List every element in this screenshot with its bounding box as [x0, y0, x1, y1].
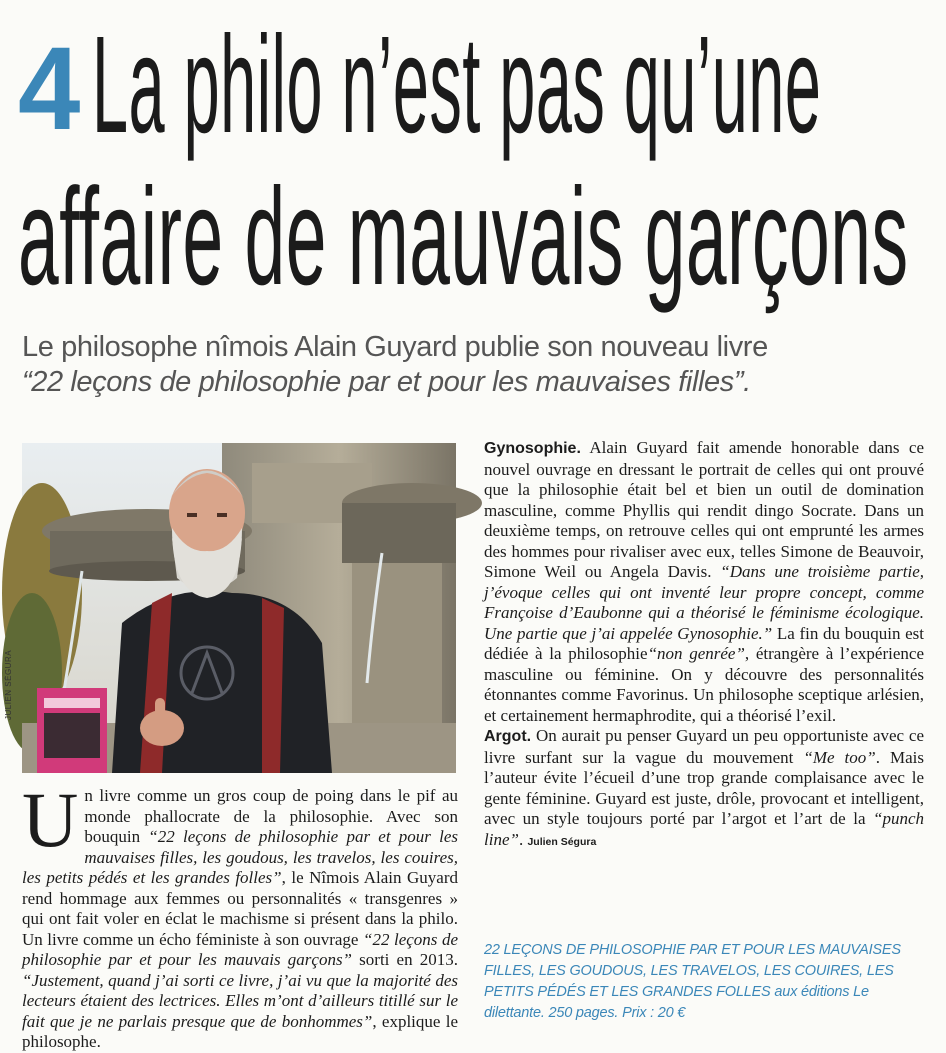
gynosophie-text-1: Alain Guyard fait amende honorable dans ce nouvel ouvrage en dressant le portrait de celles qui ont prouvé que la philosophie était bel et bien un outil de domination masculine, comme Phyllis qui rendit dingo Socrate. Dans un deuxième temps, on retrouve celles qui ont emprunté les armes des hommes pour rivaliser avec eux, telles Simone de Beauvoir, Simone Weil ou Angela Davis. — [484, 438, 924, 581]
article-signature: Julien Ségura — [527, 835, 597, 848]
intro-text-1: n livre comme un gros coup de poing dans le pif au monde phallocrate de la philosophie. Avec son bouquin — [84, 786, 458, 846]
intro-quote-2: “22 leçons de philosophie par et pour les mauvais garçons” — [22, 929, 458, 969]
intro-text-2: , le Nîmois Alain Guyard rend hommage aux femmes ou personnalités « transgenres » qui ont fait voler en éclat le machisme si présent dans la philo. Un livre comme un écho féministe à son ouvrage — [22, 868, 458, 949]
argot-lead: Argot. — [484, 728, 532, 745]
headline-line-1 — [18, 8, 938, 162]
argot-quote-1: “Me too” — [803, 747, 876, 767]
argot-paragraph — [484, 726, 924, 852]
infobox-details: aux éditions Le dilettante. 250 pages. Prix : 20 € — [484, 984, 869, 1021]
gynosophie-quote-1: “Dans une troisième partie, j’évoque celles qui ont inventé leur propre concept, comme Françoise d’Eaubonne qui a théorisé le féminisme écologique. Une partie que j’ai appelée Gynosophie.” — [484, 562, 924, 643]
gynosophie-text-2: La fin du bouquin est dédiée à la philosophie — [484, 623, 924, 663]
infobox-title: 22 LEÇONS DE PHILOSOPHIE PAR ET POUR LES MAUVAISES FILLES, LES GOUDOUS, LES TRAVELOS, LES COUIRES, LES PETITS PÉDÉS ET LES GRANDES FOLLES — [484, 942, 901, 1000]
gynosophie-text-3: , étrangère à l’expérience masculine ou féminine. On y découvre des personnalités étonnantes comme Favorinus. Un philosophe sceptique arlésien, et certainement hermaphrodite, qui a théorisé l’exil. — [484, 644, 924, 725]
article-column-right — [484, 438, 924, 852]
dropcap: U — [22, 776, 79, 863]
headline-number: 4 — [18, 23, 81, 155]
intro-text-3: sorti en 2013. — [352, 950, 458, 969]
subtitle — [22, 330, 922, 400]
argot-text-2: . Mais l’auteur évite l’écueil d’une trop grande complaisance avec le gente féminine. Guyard est juste, drôle, provocant et intelligent, avec un style toujours porté par l’argot et l’art de la — [484, 747, 924, 828]
intro-quote-1: “22 leçons de philosophie par et pour les mauvaises filles, les goudous, les travelos, les couires, les petits pédés et les grandes folles” — [22, 827, 458, 887]
gynosophie-lead: Gynosophie. — [484, 440, 581, 457]
argot-text-1: On aurait pu penser Guyard un peu opportuniste avec ce livre surfant sur la vague du mouvement — [484, 726, 924, 767]
subtitle-line-1: Le philosophe nîmois Alain Guyard publie son nouveau livre — [22, 331, 768, 363]
book-infobox — [484, 940, 924, 1024]
gynosophie-quote-2: “non genrée” — [647, 644, 745, 663]
intro-quote-3: “Justement, quand j’ai sorti ce livre, j’ai vu que la majorité des lecteurs étaient des lectrices. Elles m’ont d’ailleurs titillé sur le fait que je ne parlais presque que de bonhommes” — [22, 970, 458, 1031]
photo-illustration — [22, 443, 456, 773]
article-photo — [22, 443, 456, 773]
subtitle-line-2: “22 leçons de philosophie par et pour les mauvaises filles”. — [22, 366, 751, 398]
headline-text-2: affaire de mauvais garçons — [18, 160, 909, 314]
argot-text-3: . — [518, 829, 528, 849]
argot-quote-2: “punch line” — [484, 809, 924, 849]
headline — [18, 8, 938, 314]
headline-text-1: La philo n’est pas qu’une — [91, 8, 821, 162]
photo-credit: JULIEN SÉGURA — [4, 649, 13, 720]
intro-text-4: , explique le philosophe. — [22, 1011, 458, 1051]
gynosophie-paragraph — [484, 438, 924, 726]
article-column-left — [22, 776, 458, 1053]
headline-line-2 — [18, 144, 938, 314]
intro-paragraph — [22, 776, 458, 1053]
